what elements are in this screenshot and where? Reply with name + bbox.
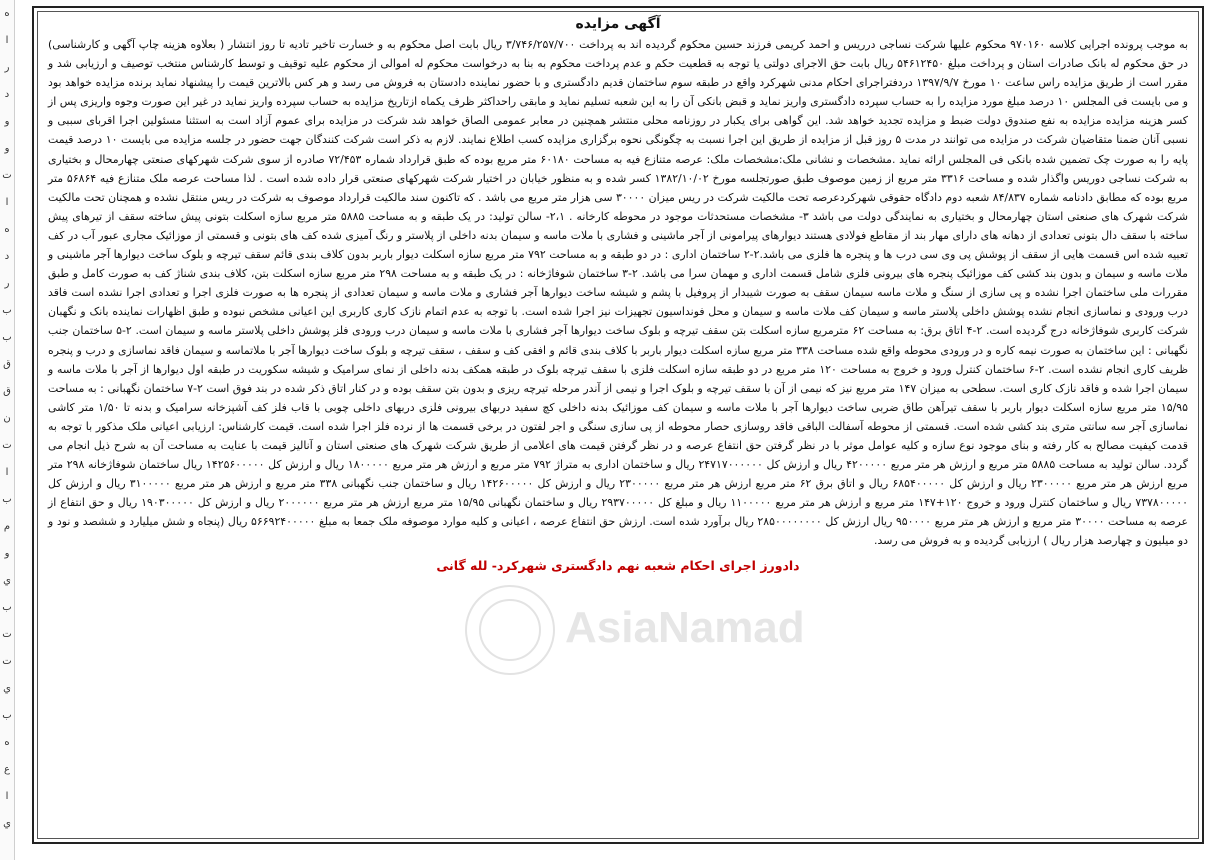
strip-fragment: ا	[5, 35, 9, 46]
strip-fragment: ه	[4, 737, 10, 748]
strip-fragment: د	[4, 89, 10, 100]
strip-fragment: و	[4, 548, 10, 559]
watermark-text: AsiaNamad	[565, 603, 805, 652]
adjacent-page-strip	[0, 0, 15, 860]
strip-fragment: ي	[3, 575, 11, 586]
notice-inner-border	[37, 11, 1199, 839]
strip-fragment: ب	[2, 494, 12, 505]
strip-fragment: ي	[3, 683, 11, 694]
strip-fragment: ع	[4, 764, 10, 775]
strip-fragment: ب	[2, 602, 12, 613]
strip-fragment: م	[3, 521, 11, 532]
strip-fragment: ي	[3, 818, 11, 829]
strip-fragment: ن	[3, 413, 11, 424]
notice-body: به موجب پرونده اجرایی کلاسه ۹۷۰۱۶۰ محکوم علیها شرکت نساجی درریس و احمد کریمی فرزند حسین محکوم گردیده اند به پرداخت ۳/۷۴۶/۲۵۷/۷۰۰ ریال بابت اصل محکوم به و خسارت تاخیر تادیه تا روز انتشار ( بعلاوه هزینه چاپ آگهی و کارشناسی) در حق محکوم له بانک صادرات استان و پرداخت مبلغ ۵۴۶۱۲۴۵۰ ریال بابت حق الاجرای دولتی یا توجه به قطعیت حکم و عدم پرداخت محکوم به بنا به درخواست محکوم له اموالی از محکوم علیه توقیف و توسط کارشناس منتخب توصیف و ارزیابی شد و مقرر است از طریق مزایده راس ساعت ۱۰ مورخ ۱۳۹۷/۹/۷ دردفتراجرای احکام مدنی شهرکرد واقع در طبقه سوم ساختمان قدیم دادگستری و با حضور نماینده دادستان به فروش می رسد و هر کس بالاترین قیمت را پیشنهاد نماید برنده مزایده خواهد بود و می بایست فی المجلس ۱۰ درصد مبلغ مورد مزایده را به حساب سپرده دادگستری واریز نماید و قبض بانکی آن را به این شعبه تسلیم نماید و مابقی راحداکثر ظرف یکماه ازتاریخ مزایده به حساب سپرده واریز نماید در غیر این صورت وجوه واریزی پس از کسر هزینه مزایده مزایده به نفع صندوق دولت ضبط و مزایده تجدید خواهد شد. این گواهی برای یکبار در روزنامه محلی منتشر همچنین در معابر عمومی الصاق خواهد شد شرکت در مزایده برای عموم آزاد است به استثنا مسئولین اجرا اقربای سببی و نسبی آنان ضمنا متقاضیان شرکت در مزایده می توانند در مدت ۵ روز قبل از مزایده از طریق این اجرا نسبت به چگونگی نحوه برگزاری مزایده کسب اطلاع نمایند. لازم به ذکر است شرکت کنندگان جهت حضور در جلسه مزایده می بایست ۱۰ درصد قیمت پایه را به صورت چک تضمین شده بانکی فی المجلس ارائه نماید .مشخصات و نشانی ملک:مشخصات ملک: عرصه متنازع فیه به مساحت ۶۰۱۸۰ متر مربع بوده که طبق قرارداد شماره ۷۲/۴۵۳ صادره از سوی شرکت شهرکهای صنعتی چهارمحال و بختیاری به شرکت نساجی دوریس واگذار شده و مساحت ۳۳۱۶ متر مربع از زمین موصوف طبق صورتجلسه مورخ ۱۳۸۲/۱۰/۰۲ کسر شده و به منظور خیابان در اختیار شرکت شهرکهای صنعتی قرار داده شده است . لذا مساحت عرصه ملک متنازع فیه ۵۶۸۶۴ متر مربع بوده که مطابق دادنامه شماره ۸۴/۸۳۷ شعبه دوم دادگاه حقوقی شهرکردعرصه تحت مالکیت شرکت در ریس میزان ۳۰۰۰۰ سی هزار متر مربع می باشد . که تاکنون سند مالکیت قرارداد موصوف به شرکت در ریس منتقل نشده و همچنان تحت مالکیت شرکت شهرک های صنعتی استان چهارمحال و بختیاری به نمایندگی دولت می باشد ۳- مشخصات مستحدثات موجود در محوطه کارخانه . ۲،۱- سالن تولید: در یک طبقه و به مساحت ۵۸۸۵ متر مربع سازه اسکلت بتونی پیش ساخته سقف از تیرهای پیش ساخته با سقف دال بتونی تعدادی از دهانه های دارای مهار بند از مقاطع فولادی هستند دیوارهای پیرامونی از آجر ماشینی و فشاری با ملات ماسه و سیمان بدنه داخلی از پلاستر و رنگ آمیزی شده کف های بتونی و قسمتی از موزائیک مجاری عبور آب در کف تعبیه شده اس قسمت هایی از سقف از پوشش پی وی سی درب ها و پنجره ها فلزی می باشد.۲-۲ ساختمان اداری : در دو طبقه و به مساحت ۷۹۲ متر مربع سازه اسکلت دیوار باربر بدون کلاف بندی قائم سقف تیرچه و بلوک ساخت دیوارها آجر ماشینی و ملات ماسه و سیمان و بدون بند کشی کف موزائیک پنجره های بیرونی فلزی شامل قسمت اداری و مهمان سرا می باشد. ۲-۳ ساختمان شوفاژخانه : در یک طبقه و به مساحت ۲۹۸ متر مربع سازه اسکلت بتن، کلاف بندی شناژ کف به صورت کامل و طبق مقررات ملی ساختمان اجرا نشده و پی سازی از سنگ و ملات ماسه سیمان سقف به صورت شیبدار از پروفیل با پشم و شیشه ساخت دیوارها آجر فشاری و ملات ماسه و سیمان تعدادی از پنجره ها به صورت فلزی اجرا و تعدادی اجرا نشده است فاقد درب ورودی و نماسازی انجام نشده پوشش داخلی پلاستر ماسه و سیمان کف ملات ماسه و سیمان و محل فونداسیون تجهیزات نیز اجرا شده است. با توجه به عدم اتمام نازک کاری کاربری این اعیانی مشخص نبوده و طبق اظهارات نماینده بانک و نگهبان شرکت کاربری شوفاژخانه درج گردیده است. ۲-۴ اتاق برق: به مساحت ۶۲ مترمربع سازه اسکلت بتن سقف تیرچه و بلوک ساخت دیوارها آجر فشاری با ملات ماسه و سیمان درب ورودی فلز پوشش داخلی پلاستر ماسه و سیمان است. ۲-۵ ساختمان جنب نگهبانی : این ساختمان به صورت نیمه کاره و در ورودی محوطه واقع شده مساحت ۳۳۸ متر مربع سازه اسکلت دیوار باربر با کلاف بندی قائم و افقی کف و سقف ، سقف تیرچه و بلوک ساخت دیوارها آجر با ملاتماسه و سیمان فاقد نماسازی و درب و پنجره ظریف کاری انجام نشده است. ۲-۶ ساختمان کنترل ورود و خروج به مساحت ۱۲۰ متر مربع در دو طبقه سازه اسکلت فلزی با سقف تیرچه بلوک در طبقه همکف بدنه داخلی از نمای سرامیک و شیشه سکوریت در طبقه اول دیوارها از آجر با ملات ماسه و سیمان اجرا شده و فاقد نازک کاری است. سطحی به میزان ۱۴۷ متر مربع نیز که نیمی از آن با سقف تیرچه و بلوک اجرا و نیمی از آندر مرحله تیرچه ریزی و بدون بتن سقف بوده و در کنار اتاق ذکر شده در بند فوق است ۲-۷ ساختمان نگهبانی : به مساحت ۱۵/۹۵ متر مربع سازه اسکلت دیوار باربر با سقف تیرآهن طاق ضربی ساخت دیوارها آجر با ملات ماسه و سیمان کف موزائیک بدنه داخلی کچ سفید دربهای بیرونی فلزی دربهای داخلی چوبی با قاب فلز کف آشپزخانه سرامیک و بدنه تا ۱/۵۰ متر کاشی نماسازی آجر سه سانتی متری بند کشی شده است. قسمتی از محوطه آسفالت الباقی فاقد روسازی حصار محوطه از پی سازی سنگی و اجر لفتون در برخی قسمت ها از نرده فلز اجرا شده است. قیمت کارشناس: ارزیابی اعیانی ملک مذکور با توجه به قدمت کیفیت مصالح به کار رفته و بنای موجود نوع سازه و کلیه عوامل موثر با در نظر گرفتن حق انتفاع عرصه و در نظر گرفتن قیمت های اعلامی از طریق شرکت شهرک های صنعتی استان و آنالیز قیمت با عنایت به مساحت آن به شرح ذیل انجام می گردد. سالن تولید به مساحت ۵۸۸۵ متر مربع و ارزش هر متر مربع ۴۲۰۰۰۰۰ ریال و ارزش کل ۲۴۷۱۷۰۰۰۰۰۰ ریال و ساختمان اداری به متراژ ۷۹۲ متر مربع و ارزش هر متر مربع ۱۸۰۰۰۰۰ ریال و ارزش کل ۱۴۲۵۶۰۰۰۰۰ ریال ساختمان شوفاژخانه ۲۹۸ متر مربع ارزش هر متر مربع ۲۳۰۰۰۰۰ ریال و ارزش کل ۶۸۵۴۰۰۰۰۰ ریال و اتاق برق ۶۲ متر مربع ارزش هر متر مربع ۲۳۰۰۰۰۰ ریال و ارزش کل ۱۴۲۶۰۰۰۰۰ ریال و ساختمان جنب نگهبانی ۳۳۸ متر مربع و ارزش هر متر مربع ۳۱۰۰۰۰۰ ریال و ارزش کل ۷۳۷۸۰۰۰۰۰ ریال و ساختمان کنترل ورود و خروج ۱۲۰+۱۴۷ متر مربع و ارزش هر متر مربع ۱۱۰۰۰۰۰ ریال و مبلغ کل ۲۹۳۷۰۰۰۰۰ ریال و ساختمان نگهبانی ۱۵/۹۵ متر مربع ارزش هر متر مربع ۲۰۰۰۰۰۰ ریال و ارزش کل ۱۹۰۳۰۰۰۰۰ ریال و حق انتفاع از عرصه به مساحت ۳۰۰۰۰ متر مربع و ارزش هر متر مربع ۹۵۰۰۰۰ ریال ارزش کل ۲۸۵۰۰۰۰۰۰۰۰ ریال برآورد شده است. ارزش حق انتفاع عرصه ، اعیانی و کلیه موارد موصوفه ملک جمعا به مبلغ ۵۶۶۹۲۴۰۰۰۰۰ ریال (پنجاه و شش میلیارد و ششصد و نود و دو میلیون و چهارصد هزار ریال ) ارزیابی گردیده و به فروش می رسد.	[48, 38, 1189, 548]
strip-fragment: و	[4, 143, 10, 154]
strip-fragment: د	[4, 251, 10, 262]
strip-fragment: ب	[2, 305, 12, 316]
strip-fragment: ه	[4, 8, 10, 19]
strip-fragment: ب	[2, 332, 12, 343]
strip-fragment: ت	[2, 440, 12, 451]
strip-fragment: ر	[4, 278, 10, 289]
notice-title: آگهی مزایده	[575, 16, 661, 32]
strip-fragment: ه	[4, 224, 10, 235]
strip-fragment: ب	[2, 710, 12, 721]
strip-fragment: ا	[5, 467, 9, 478]
strip-fragment: ت	[2, 656, 12, 667]
strip-fragment: ق	[3, 359, 11, 370]
strip-fragment: و	[4, 116, 10, 127]
strip-fragment: ا	[5, 791, 9, 802]
strip-fragment: ت	[2, 629, 12, 640]
strip-fragment: ت	[2, 170, 12, 181]
strip-fragment: ق	[3, 386, 11, 397]
strip-fragment: ر	[4, 62, 10, 73]
notice-signature: دادورز اجرای احکام شعبه نهم دادگستری شهرکرد- لله گانی	[436, 557, 800, 573]
strip-fragment: ا	[5, 197, 9, 208]
notice-frame	[32, 6, 1204, 844]
